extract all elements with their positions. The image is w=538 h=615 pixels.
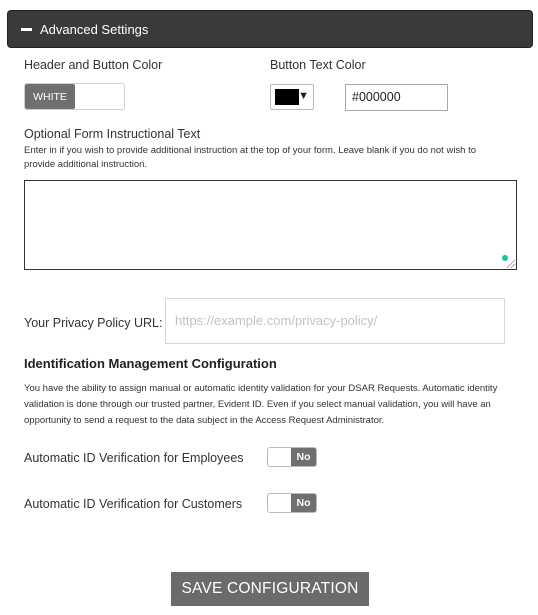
header-color-value: WHITE: [25, 84, 75, 109]
collapse-minus-icon: [21, 28, 32, 31]
instructional-help-line-2: provide additional instruction.: [24, 159, 148, 170]
identification-desc-line-3: opportunity to send a request to the data subject in the Access Request Administrator.: [24, 415, 385, 426]
privacy-policy-url-input[interactable]: https://example.com/privacy-policy/: [165, 298, 505, 344]
customers-toggle-label: Automatic ID Verification for Customers: [24, 497, 243, 511]
button-text-color-picker[interactable]: [270, 84, 314, 110]
identification-desc-line-2: validation is done through our trusted partner, Evident ID. Even if you select manual validation, you will have an: [24, 399, 491, 410]
customers-toggle-state: No: [291, 494, 316, 512]
instructional-text-label: Optional Form Instructional Text: [24, 127, 201, 141]
advanced-settings-header[interactable]: [7, 10, 533, 48]
button-text-color-hex-input[interactable]: #000000: [345, 84, 448, 111]
employees-id-verification-toggle[interactable]: [267, 447, 317, 467]
resize-grip-icon[interactable]: [507, 260, 515, 268]
employees-toggle-label: Automatic ID Verification for Employees: [24, 451, 244, 465]
identification-heading: Identification Management Configuration: [24, 356, 277, 371]
identification-desc-line-1: You have the ability to assign manual or automatic identity validation for your DSAR Requests. Automatic identity: [24, 383, 498, 394]
customers-id-verification-toggle[interactable]: [267, 493, 317, 513]
header-color-label: Header and Button Color: [24, 58, 163, 72]
instructional-help-line-1: Enter in if you wish to provide additional instruction at the top of your form. Leave blank if you do not wish to: [24, 145, 477, 156]
color-swatch: [275, 89, 299, 105]
employees-toggle-state: No: [291, 448, 316, 466]
save-configuration-button[interactable]: SAVE CONFIGURATION: [171, 572, 369, 606]
header-color-toggle[interactable]: [24, 83, 125, 110]
panel-title: Advanced Settings: [40, 21, 149, 37]
button-text-color-label: Button Text Color: [270, 58, 366, 72]
dropdown-caret-icon: ▼: [298, 90, 309, 102]
privacy-policy-label: Your Privacy Policy URL:: [24, 316, 163, 330]
instructional-text-area[interactable]: [24, 180, 517, 270]
